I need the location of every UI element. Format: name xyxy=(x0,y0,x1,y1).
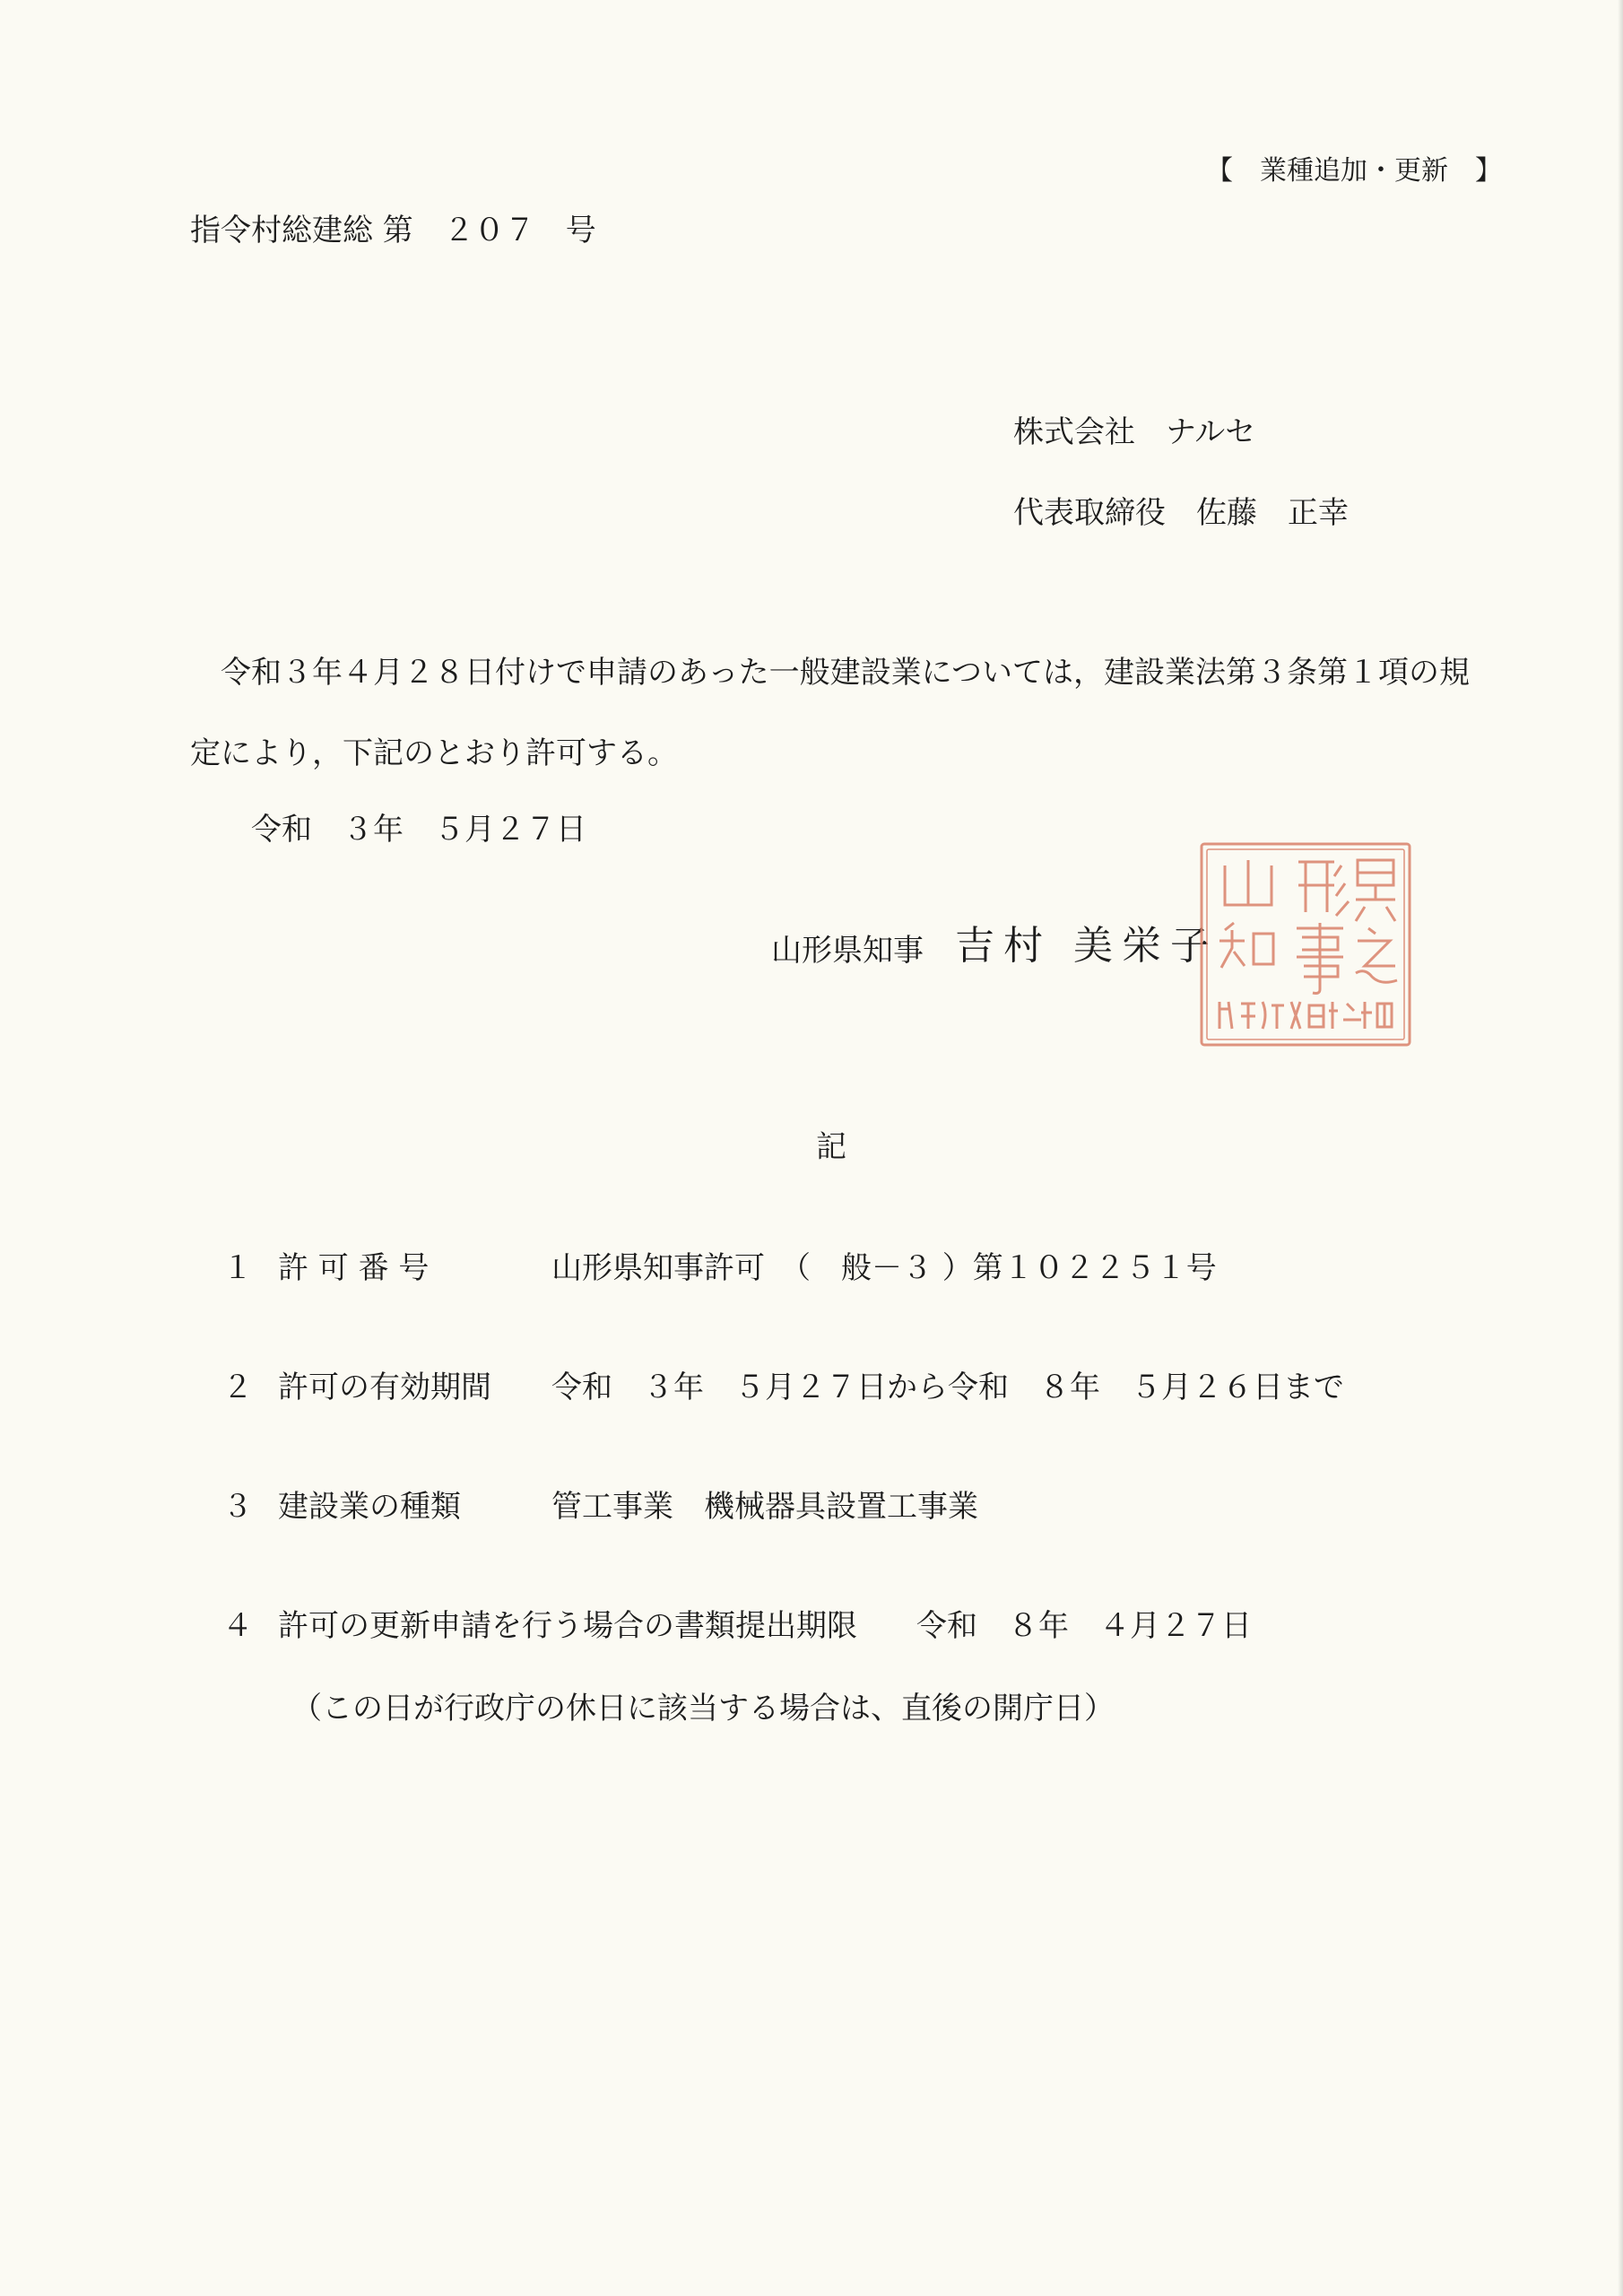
official-seal-stamp xyxy=(1198,840,1413,1048)
item-number: ２ xyxy=(222,1370,253,1405)
item-label-permit-number: 許 可 番 号 xyxy=(278,1250,430,1286)
item-number: ３ xyxy=(222,1489,253,1525)
issuer-name: 吉村 美栄子 xyxy=(955,923,1219,969)
item-value-validity-period: 令和 ３年 ５月２７日から令和 ８年 ５月２６日まで xyxy=(551,1370,1344,1405)
item-value-permit-number: 山形県知事許可 （ 般－３ ）第１０２２５１号 xyxy=(551,1250,1217,1286)
item-value-business-type: 管工事業 機械器具設置工事業 xyxy=(551,1489,978,1525)
deadline-note: （この日が行政庁の休日に該当する場合は、直後の開庁日） xyxy=(291,1691,1115,1726)
body-text-line-2: 定により，下記のとおり許可する。 xyxy=(190,735,678,771)
document-number: 指令村総建総 第 ２０７ 号 xyxy=(190,213,596,248)
scan-edge-shadow xyxy=(1618,0,1623,2296)
body-text-line-1: 令和３年４月２８日付けで申請のあった一般建設業については，建設業法第３条第１項の規 xyxy=(221,655,1470,691)
item-value-renewal-deadline: 令和 ８年 ４月２７日 xyxy=(916,1608,1252,1644)
issuer-title: 山形県知事 xyxy=(771,933,924,969)
ki-heading: 記 xyxy=(816,1129,846,1165)
item-number: ４ xyxy=(222,1608,253,1644)
recipient-company: 株式会社 ナルセ xyxy=(1013,414,1256,450)
document-tag: 【 業種追加・更新 】 xyxy=(1206,155,1502,187)
issue-date: 令和 ３年 ５月２７日 xyxy=(251,812,586,848)
item-number: １ xyxy=(222,1250,253,1286)
item-label-validity-period: 許可の有効期間 xyxy=(278,1370,491,1405)
recipient-representative: 代表取締役 佐藤 正幸 xyxy=(1013,495,1349,531)
item-label-business-type: 建設業の種類 xyxy=(278,1489,461,1525)
item-label-renewal-deadline: 許可の更新申請を行う場合の書類提出期限 xyxy=(278,1608,857,1644)
